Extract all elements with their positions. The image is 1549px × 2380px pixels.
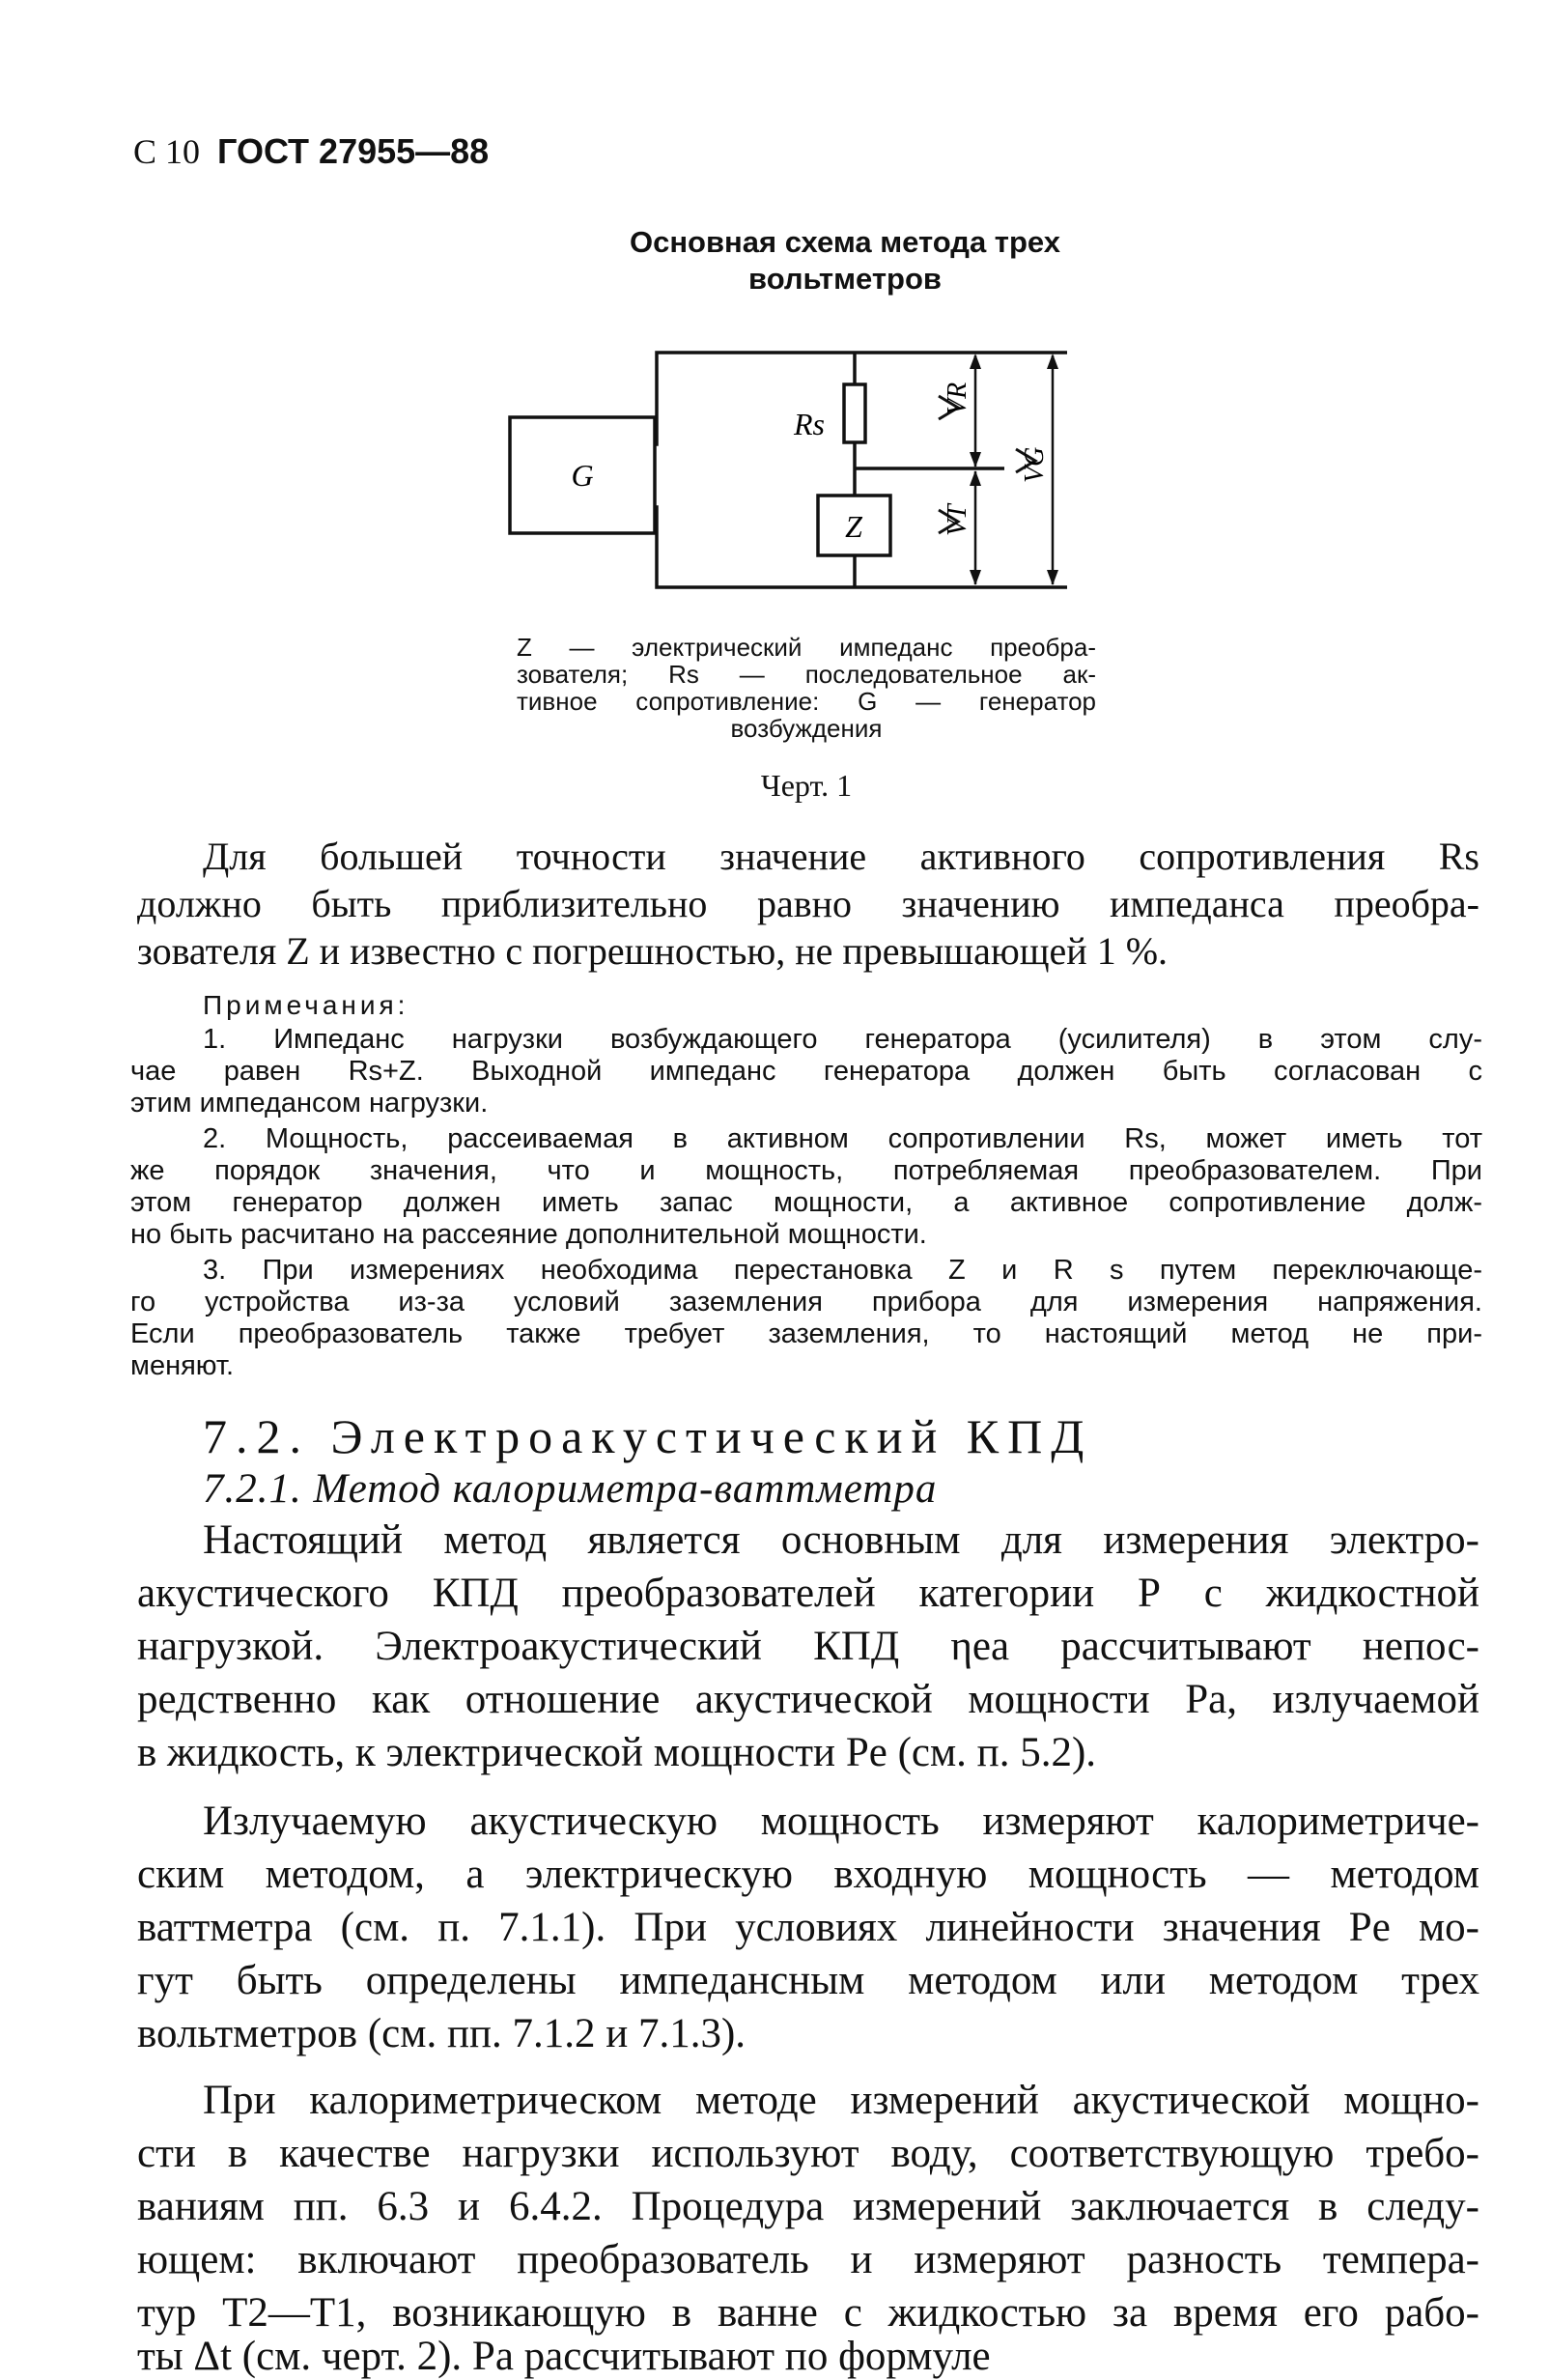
resistor-label: Rs (794, 407, 825, 441)
vr-label: VR (943, 382, 972, 415)
arrow-head (970, 354, 981, 369)
vt-label: VT (943, 504, 972, 536)
page-number: С 10 (133, 132, 201, 171)
arrow-head (970, 570, 981, 585)
caption-line: зователя; Rs — последовательное ак- (517, 660, 1096, 689)
paragraph-line: должно быть приблизительно равно значению импеданса преобра- (137, 882, 1479, 925)
paragraph-line: зователя Z и известно с погрешностью, не превышающей 1 %. (137, 929, 1169, 973)
note-line: этом генератор должен иметь запас мощности, а активное сопротивление долж- (130, 1187, 1482, 1218)
body-line: вольтметров (см. пп. 7.1.2 и 7.1.3). (137, 2011, 746, 2056)
caption-line: Z — электрический импеданс преобра- (517, 633, 1096, 662)
body-line: ваттметра (см. п. 7.1.1). При условиях линейности значения Pe мо- (137, 1905, 1479, 1950)
figure-title-line-1: Основная схема метода трех (629, 225, 1061, 259)
resistor-rs (844, 384, 865, 442)
arrow-head (1047, 570, 1058, 585)
note-line: Если преобразователь также требует заземления, то настоящий метод не при- (130, 1318, 1482, 1349)
note-line: меняют. (130, 1350, 235, 1381)
body-line: редственно как отношение акустической мощности Pa, излучаемой (137, 1677, 1479, 1722)
body-line: акустического КПД преобразователей категории Р с жидкостной (137, 1571, 1479, 1616)
generator-label: G (571, 458, 594, 493)
arrow-head (970, 470, 981, 486)
body-line: ты Δt (см. черт. 2). Pa рассчитывают по формуле (137, 2334, 991, 2379)
caption-line: возбуждения (730, 714, 883, 743)
body-line: Настоящий метод является основным для измерения электро- (203, 1517, 1479, 1563)
standard-id: ГОСТ 27955—88 (217, 131, 490, 171)
notes-title: Примечания: (203, 990, 409, 1020)
three-voltmeter-circuit-diagram (0, 0, 1549, 618)
body-line: гут быть определены импедансным методом или методом трех (137, 1958, 1479, 2003)
note-line: 1. Импеданс нагрузки возбуждающего генератора (усилителя) в этом слу- (203, 1024, 1482, 1055)
body-line: тур T2—T1, возникающую в ванне с жидкостью за время его рабо- (137, 2290, 1479, 2336)
top-wire (655, 353, 1067, 444)
body-line: Излучаемую акустическую мощность измеряют калориметриче- (203, 1799, 1479, 1844)
note-line: этим импедансом нагрузки. (130, 1088, 489, 1119)
body-line: в жидкость, к электрической мощности Pe (см. п. 5.2). (137, 1730, 1097, 1775)
body-line: сти в качестве нагрузки используют воду, соответствующую требо- (137, 2131, 1479, 2176)
caption-line: тивное сопротивление: G — генератор (517, 687, 1096, 716)
body-line: нагрузкой. Электроакустический КПД ηea рассчитывают непос- (137, 1624, 1479, 1669)
paragraph-line: Для большей точности значение активного сопротивления Rs (203, 835, 1479, 878)
body-line: ским методом, а электрическую входную мощность — методом (137, 1852, 1479, 1897)
section-heading: 7.2. Электроакустический КПД (203, 1409, 1093, 1463)
impedance-label: Z (845, 509, 862, 544)
note-line: чае равен Rs+Z. Выходной импеданс генератора должен быть согласован с (130, 1056, 1482, 1087)
note-line: 2. Мощность, рассеиваемая в активном сопротивлении Rs, может иметь тот (203, 1123, 1482, 1154)
note-line: но быть расчитано на рассеяние дополнительной мощности. (130, 1219, 927, 1250)
body-line: ющем: включают преобразователь и измеряют разность темпера- (137, 2237, 1479, 2282)
note-line: 3. При измерениях необходима перестановка Z и R s путем переключающе- (203, 1255, 1482, 1286)
body-line: При калориметрическом методе измерений акустической мощно- (203, 2078, 1479, 2123)
note-line: же порядок значения, что и мощность, потребляемая преобразователем. При (130, 1155, 1482, 1186)
subsection-heading: 7.2.1. Метод калориметра-ваттметра (203, 1466, 938, 1512)
vg-label: VG (1020, 446, 1050, 483)
note-line: го устройства из-за условий заземления прибора для измерения напряжения. (130, 1287, 1482, 1318)
body-line: ваниям пп. 6.3 и 6.4.2. Процедура измерений заключается в следу- (137, 2184, 1479, 2229)
arrow-head (970, 452, 981, 468)
arrow-head (1047, 354, 1058, 369)
figure-number: Черт. 1 (760, 768, 853, 803)
figure-title-line-2: вольтметров (748, 262, 942, 296)
